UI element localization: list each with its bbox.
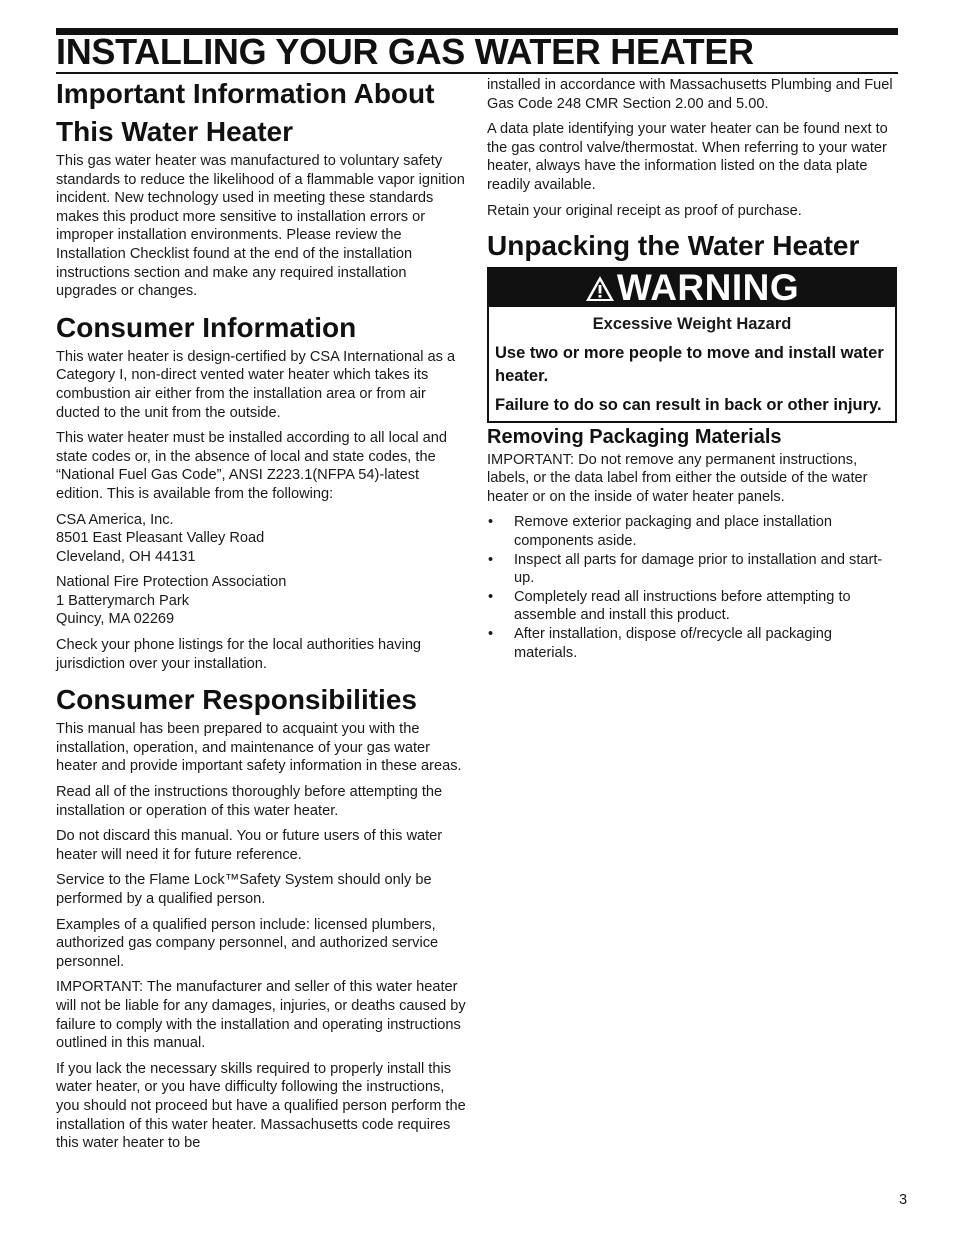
responsibilities-paragraph: If you lack the necessary skills required to properly install this water heater, or you have difficulty following the instructions, you should not proceed but have a qualified person perform the installation of this water heater. Massachusetts code requires this water heater to be xyxy=(56,1060,466,1152)
warning-body xyxy=(489,307,895,421)
unpacking-heading: Unpacking the Water Heater xyxy=(487,230,860,262)
bullet-symbol: • xyxy=(488,588,494,605)
data-plate-paragraph: A data plate identifying your water heater can be found next to the gas control valve/thermostat. When referring to your water heater, always have the information listed on the data plate readily available. xyxy=(487,121,888,193)
consumer-info-paragraph: This water heater is design-certified by CSA International as a Category I, non-direct vented water heater which takes its combustion air either from the installation area or from air ducted to the unit from the outside. xyxy=(56,348,456,421)
page-number: 3 xyxy=(899,1192,908,1208)
bullet-symbol: • xyxy=(488,626,494,642)
responsibilities-paragraph: Read all of the instructions thoroughly before attempting the installation or operation of this water heater. xyxy=(56,784,443,819)
consumer-info-paragraph: This water heater must be installed according to all local and state codes or, in the absence of local and state codes, the “National Fuel Gas Code”, ANSI Z223.1(NFPA 54)-latest edition. This is available from the following: xyxy=(56,430,447,502)
responsibilities-paragraph: Service to the Flame Lock™Safety System should only be performed by a qualified person. xyxy=(56,872,432,907)
important-info-heading xyxy=(56,75,468,151)
important-info-heading-line2: This Water Heater xyxy=(56,116,294,147)
list-item xyxy=(487,551,899,588)
responsibilities-paragraph: This manual has been prepared to acquaint you with the installation, operation, and maintenance of your gas water heater and provide important safety information in these areas. xyxy=(56,721,462,775)
list-item-text: After installation, dispose of/recycle all packaging materials. xyxy=(514,626,832,661)
bullet-symbol: • xyxy=(488,514,494,531)
nfpa-address xyxy=(56,573,468,629)
left-column xyxy=(56,75,468,1160)
warning-triangle-icon xyxy=(585,275,615,302)
address-line: 8501 East Pleasant Valley Road xyxy=(56,530,265,547)
list-item-text: Inspect all parts for damage prior to installation and start-up. xyxy=(514,551,883,587)
responsibilities-paragraph: Examples of a qualified person include: licensed plumbers, authorized gas company personnel, and authorized service personnel. xyxy=(56,916,439,970)
consumer-responsibilities-heading: Consumer Responsibilities xyxy=(56,684,417,716)
list-item xyxy=(487,513,899,550)
list-item-text: Remove exterior packaging and place installation components aside. xyxy=(514,514,833,550)
right-column xyxy=(487,76,899,662)
list-item-text: Completely read all instructions before attempting to assemble and install this product. xyxy=(514,588,851,624)
packaging-bullet-list xyxy=(487,513,899,662)
important-info-heading-line1: Important Information About xyxy=(56,78,435,109)
address-line: Cleveland, OH 44131 xyxy=(56,548,196,565)
address-line: National Fire Protection Association xyxy=(56,574,287,591)
warning-hazard: Excessive Weight Hazard xyxy=(592,315,792,334)
warning-header xyxy=(489,269,895,307)
address-line: 1 Batterymarch Park xyxy=(56,592,190,609)
responsibilities-paragraph: IMPORTANT: The manufacturer and seller of this water heater will not be liable for any damages, injuries, or deaths caused by failure to comply with the installation and operating instructions outlined in this manual. xyxy=(56,979,466,1052)
warning-line: Failure to do so can result in back or other injury. xyxy=(495,396,882,415)
title-rule xyxy=(56,72,898,74)
warning-line: Use two or more people to move and install water heater. xyxy=(495,344,884,385)
bullet-symbol: • xyxy=(488,551,494,568)
removing-packaging-heading: Removing Packaging Materials xyxy=(487,425,782,448)
consumer-info-heading: Consumer Information xyxy=(56,311,357,343)
address-line: CSA America, Inc. xyxy=(56,511,174,528)
list-item xyxy=(487,588,899,625)
page-title: INSTALLING YOUR GAS WATER HEATER xyxy=(56,31,754,72)
csa-address xyxy=(56,511,468,567)
list-item xyxy=(487,625,899,662)
important-info-paragraph: This gas water heater was manufactured to voluntary safety standards to reduce the likelihood of a flammable vapor ignition incident. New technology used in meeting these standards makes this product more sensitive to installation errors or improper installation environments. Please review the Installation Checklist found at the end of the installation instructions section and make any required installation upgrades or changes. xyxy=(56,153,465,300)
warning-box xyxy=(487,267,897,423)
warning-title: WARNING xyxy=(616,267,800,309)
responsibilities-paragraph: Do not discard this manual. You or future users of this water heater will need it for future reference. xyxy=(56,828,443,863)
removing-packaging-paragraph: IMPORTANT: Do not remove any permanent instructions, labels, or the data label from either the outside of the water heater or on the inside of water heater panels. xyxy=(487,451,868,505)
receipt-paragraph: Retain your original receipt as proof of purchase. xyxy=(487,202,802,219)
continued-paragraph: installed in accordance with Massachusetts Plumbing and Fuel Gas Code 248 CMR Section 2.00 and 5.00. xyxy=(487,77,893,112)
check-listings-paragraph: Check your phone listings for the local authorities having jurisdiction over your installation. xyxy=(56,637,422,672)
address-line: Quincy, MA 02269 xyxy=(56,611,175,628)
